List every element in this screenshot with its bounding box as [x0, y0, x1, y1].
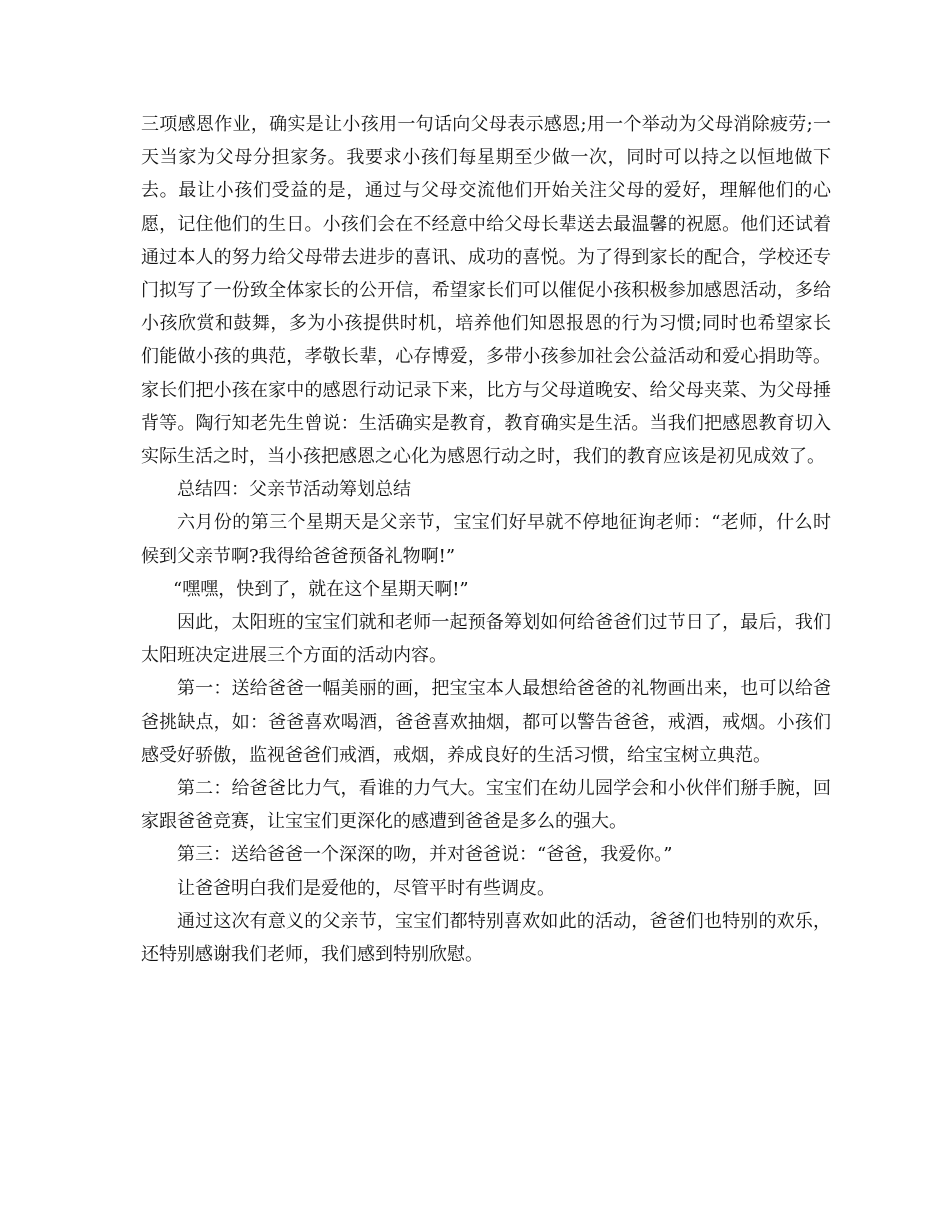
paragraph-conclusion: 通过这次有意义的父亲节，宝宝们都特别喜欢如此的活动，爸爸们也特别的欢乐，还特别感谢我们老师，我们感到特别欣慰。: [141, 910, 831, 966]
paragraph-love-note: 让爸爸明白我们是爱他的，尽管平时有些调皮。: [177, 877, 555, 899]
section-heading: 总结四：父亲节活动筹划总结: [177, 479, 411, 501]
paragraph-teacher-reply: “嘿嘿，快到了，就在这个星期天啊!”: [173, 578, 469, 600]
paragraph-gratitude-homework: 三项感恩作业，确实是让小孩用一句话向父母表示感恩;用一个举动为父母消除疲劳;一天当家为父母分担家务。我要求小孩们每星期至少做一次，同时可以持之以恒地做下去。最让小孩们受益的是，通过与父母交流他们开始关注父母的爱好，理解他们的心愿，记住他们的生日。小孩们会在不经意中给父母长辈送去最温馨的祝愿。他们还试着通过本人的努力给父母带去进步的喜讯、成功的喜悦。为了得到家长的配合，学校还专门拟写了一份致全体家长的公开信，希望家长们可以催促小孩积极参加感恩活动，多给小孩欣赏和鼓舞，多为小孩提供时机，培养他们知恩报恩的行为习惯;同时也希望家长们能做小孩的典范，孝敬长辈，心存博爱，多带小孩参加社会公益活动和爱心捐助等。家长们把小孩在家中的感恩行动记录下来，比方与父母道晚安、给父母夹菜、为父母捶背等。陶行知老先生曾说：生活确实是教育，教育确实是生活。当我们把感恩教育切入实际生活之时，当小孩把感恩之心化为感恩行动之时，我们的教育应该是初见成效了。: [141, 114, 831, 468]
paragraph-fathers-day-intro: 六月份的第三个星期天是父亲节，宝宝们好早就不停地征询老师：“老师，什么时候到父亲节啊?我得给爸爸预备礼物啊!”: [141, 512, 831, 567]
paragraph-activity-two: 第二：给爸爸比力气，看谁的力气大。宝宝们在幼儿园学会和小伙伴们掰手腕，回家跟爸爸竞赛，让宝宝们更深化的感遭到爸爸是多么的强大。: [141, 778, 831, 833]
document-body: [141, 108, 831, 971]
paragraph-class-plan: 因此，太阳班的宝宝们就和老师一起预备筹划如何给爸爸们过节日了，最后，我们太阳班决定进展三个方面的活动内容。: [141, 612, 831, 667]
paragraph-activity-one: 第一：送给爸爸一幅美丽的画，把宝宝本人最想给爸爸的礼物画出来，也可以给爸爸挑缺点，如：爸爸喜欢喝酒，爸爸喜欢抽烟，都可以警告爸爸，戒酒，戒烟。小孩们感受好骄傲，监视爸爸们戒酒，戒烟，养成良好的生活习惯，给宝宝树立典范。: [141, 678, 831, 766]
paragraph-activity-three: 第三：送给爸爸一个深深的吻，并对爸爸说：“爸爸，我爱你。”: [177, 844, 673, 866]
